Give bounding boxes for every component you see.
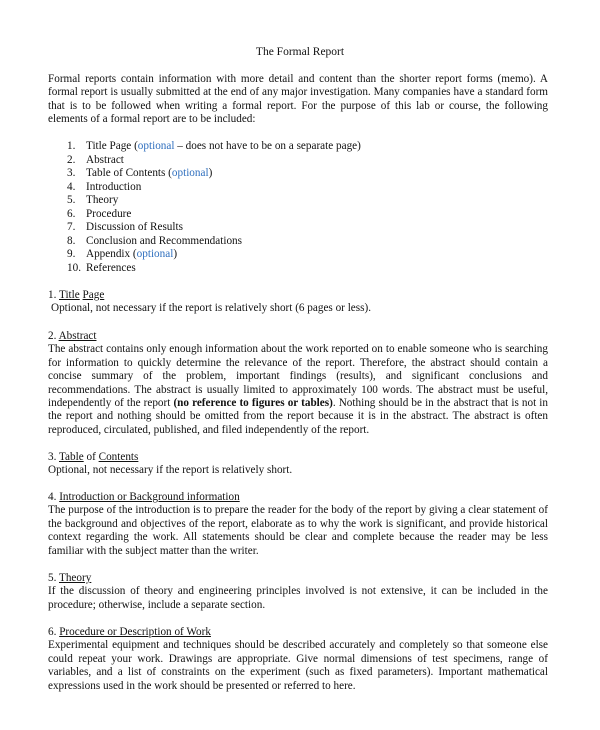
section-body: Experimental equipment and techniques should be described accurately and completely so that someone else could repeat your work. Drawings are appropriate. Give normal dimensions of test specimens, range of variables, and a list of constraints on the experiment (such as fixed parameters). Important mathematical expressions used in the work should be presented or referred to here. xyxy=(48,639,548,692)
document-title: The Formal Report xyxy=(255,46,345,58)
section-theory xyxy=(48,572,548,612)
list-item: 4. Introduction xyxy=(67,180,142,193)
list-item: 9. Appendix (optional) xyxy=(67,248,178,260)
section-procedure xyxy=(48,626,548,693)
section-body: The abstract contains only enough information about the work reported on to enable someone who is searching for information to quickly determine the relevance of the report. Therefore, the abstract should contain a concise summary of the problem, important findings (results), and significant conclusions and recommendations. The abstract is usually limited to approximately 100 words. The abstract must be useful, independently of the report (no reference to figures or tables). Nothing should be in the abstract that is not in the report and nothing should be omitted from the report because it is in the abstract. The abstract is often reproduced, circulated, published, and filed independently of the report. xyxy=(48,343,548,436)
section-heading: 3. Table of Contents xyxy=(48,451,139,463)
section-introduction xyxy=(48,491,548,558)
optional-marker: optional xyxy=(136,248,174,260)
section-heading: 6. Procedure or Description of Work xyxy=(48,626,211,638)
section-abstract xyxy=(48,330,548,437)
list-item: 10. References xyxy=(67,261,136,274)
section-heading: 4. Introduction or Background information xyxy=(48,491,240,503)
list-item: 7. Discussion of Results xyxy=(67,221,183,233)
intro-paragraph: Formal reports contain information with more detail and content than the shorter report forms (memo). A formal report is usually submitted at the end of any major investigation. Many companies have a standard form that is to be followed when writing a formal report. For the purpose of this lab or course, the following elements of a formal report are to be included: xyxy=(48,73,548,126)
list-item: 2. Abstract xyxy=(67,153,124,166)
section-body: Optional, not necessary if the report is relatively short (6 pages or less). xyxy=(51,302,371,315)
list-item: 3. Table of Contents (optional) xyxy=(67,167,213,179)
list-item: 1. Title Page (optional – does not have to be on a separate page) xyxy=(67,140,361,152)
section-heading: 5. Theory xyxy=(48,572,92,584)
section-toc xyxy=(48,451,548,478)
elements-list xyxy=(67,140,361,275)
section-heading: 1. Title Page xyxy=(48,289,105,301)
list-item: 6. Procedure xyxy=(67,207,132,220)
section-title-page xyxy=(48,289,548,316)
optional-marker: optional xyxy=(171,167,209,179)
list-item: 8. Conclusion and Recommendations xyxy=(67,234,242,247)
section-heading: 2. Abstract xyxy=(48,330,97,342)
section-body: Optional, not necessary if the report is relatively short. xyxy=(48,464,293,477)
section-body: If the discussion of theory and engineering principles involved is not extensive, it can be included in the procedure; otherwise, include a separate section. xyxy=(48,585,548,611)
emphasis-text: (no reference to figures or tables) xyxy=(173,397,333,410)
section-body: The purpose of the introduction is to prepare the reader for the body of the report by giving a clear statement of the background and objectives of the report, elaborate as to why the work is significant, and provide historical context regarding the work. All statements should be clear and complete because the reader may be less familiar with the subject matter than the writer. xyxy=(48,504,548,557)
optional-marker: optional xyxy=(137,140,175,152)
list-item: 5. Theory xyxy=(67,194,119,206)
